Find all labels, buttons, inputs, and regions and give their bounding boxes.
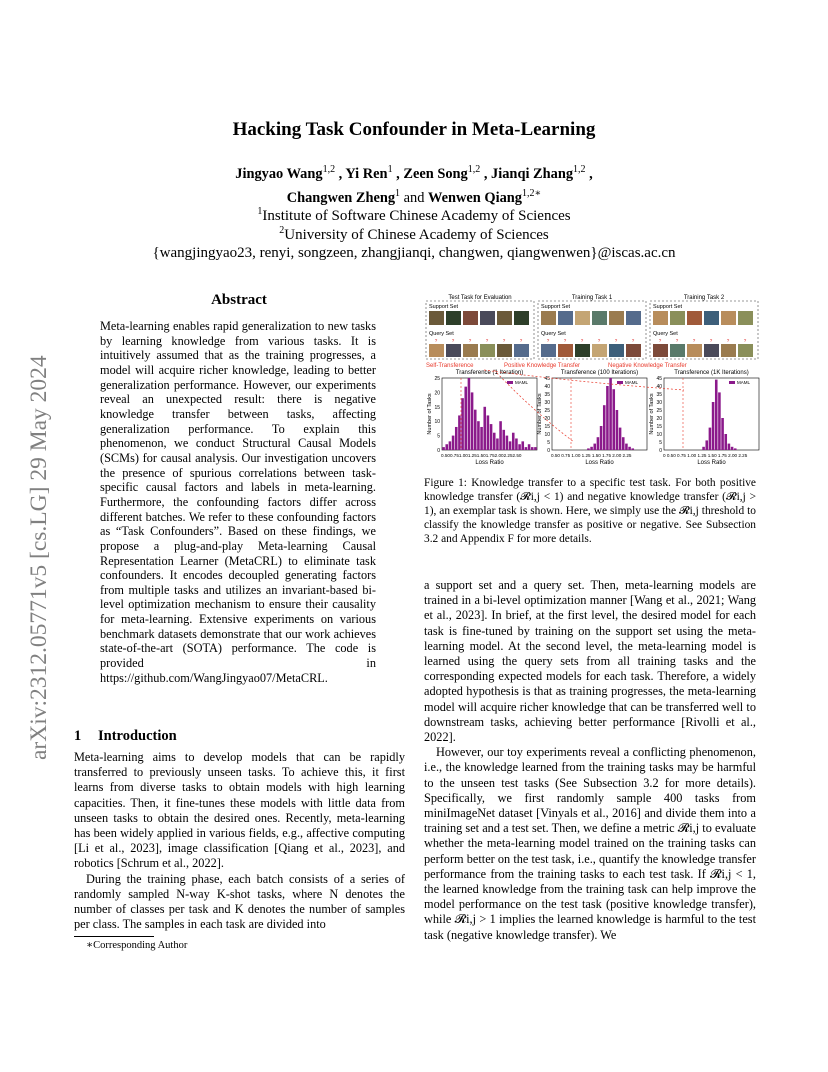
histogram-bar <box>593 444 596 450</box>
support-set-label: Support Set <box>541 304 571 310</box>
histogram-bar <box>631 448 634 450</box>
histogram-bar <box>715 380 718 450</box>
query-marker: ? <box>743 338 747 343</box>
y-tick-label: 25 <box>656 408 662 414</box>
plot-title: Transference (100 Iterations) <box>560 370 639 376</box>
plot-frame <box>552 378 647 450</box>
query-image <box>514 344 529 357</box>
y-tick-label: 30 <box>544 400 550 406</box>
histogram-bar <box>518 444 521 450</box>
query-image <box>429 344 444 357</box>
right-paragraph-2: However, our toy experiments reveal a conflicting phenomenon, i.e., the knowledge learned from the training tasks may be harmful to the unseen test tasks (See Subsection 3.2 for more details). Specifically, we first randomly sample 400 tasks from miniImageNet dataset [Vinyals et al., 2016] and divide them into a training set and a test set. Then, we define a metric 𝓡i,j to evaluate whether the meta-learning model trained on the training tasks can perform better on the test task, i.e., quantify the knowledge transfer performance from the training tasks to each test task. If 𝓡i,j < 1, the learned knowledge from the training task can help improve the model performance on the test task (positive knowledge transfer), while 𝓡i,j > 1 implies the learned knowledge is harmful to the test task (negative knowledge transfer). We <box>424 745 756 942</box>
query-image <box>721 344 736 357</box>
section-heading <box>74 728 177 745</box>
query-marker: ? <box>502 338 506 343</box>
query-marker: ? <box>485 338 489 343</box>
author-affiliation-sup: 1,2 <box>573 164 586 175</box>
query-image <box>497 344 512 357</box>
query-marker: ? <box>675 338 679 343</box>
footnote-rule <box>74 936 154 937</box>
figure-1 <box>424 292 762 468</box>
affiliation-sup: 1 <box>257 206 263 217</box>
histogram-bar <box>731 447 734 450</box>
y-tick-label: 15 <box>434 404 440 411</box>
query-image <box>558 344 573 357</box>
author-name: Wenwen Qiang <box>428 189 522 206</box>
histogram-bar <box>445 444 448 450</box>
histogram-bar <box>528 444 531 450</box>
right-column-body <box>424 578 756 943</box>
author-affiliation-sup: 1,2 <box>467 164 481 175</box>
support-image <box>480 311 495 325</box>
histogram-bar <box>487 415 490 450</box>
histogram-bar <box>449 441 452 450</box>
support-image <box>721 311 736 325</box>
histogram-bar <box>509 441 512 450</box>
query-image <box>609 344 624 357</box>
author-name: Jianqi Zhang <box>491 165 574 182</box>
y-tick-label: 40 <box>656 384 662 390</box>
authors-line-1 <box>150 160 678 184</box>
author-affiliation-sup: 1,2 <box>322 164 336 175</box>
author-separator: , <box>335 165 346 182</box>
x-tick-labels: 0 0.50 0.75 1.00 1.25 1.50 1.75 2.00 2.25 <box>663 453 748 458</box>
query-image <box>626 344 641 357</box>
support-set-label: Support Set <box>429 304 459 310</box>
query-image <box>575 344 590 357</box>
legend-label: MAML <box>737 380 751 385</box>
y-tick-label: 20 <box>656 416 662 422</box>
support-image <box>609 311 624 325</box>
histogram-bar <box>625 444 628 450</box>
transfer-label: Negative Knowledge Transfer <box>608 363 687 369</box>
plot-frame <box>664 378 759 450</box>
legend-label: MAML <box>625 380 639 385</box>
histogram-bar <box>471 392 474 450</box>
query-marker: ? <box>434 338 438 343</box>
query-marker: ? <box>468 338 472 343</box>
support-image <box>738 311 753 325</box>
query-image <box>463 344 478 357</box>
support-image <box>541 311 556 325</box>
histogram-bar <box>480 427 483 450</box>
intro-body <box>74 750 405 932</box>
y-tick-label: 30 <box>656 400 662 406</box>
query-marker: ? <box>597 338 601 343</box>
affiliation-text: Institute of Software Chinese Academy of Sciences <box>262 208 571 224</box>
histogram-bar <box>493 433 496 450</box>
section-title: Introduction <box>98 728 177 744</box>
query-marker: ? <box>692 338 696 343</box>
y-tick-label: 0 <box>437 448 440 454</box>
y-tick-label: 5 <box>659 440 662 446</box>
support-image <box>687 311 702 325</box>
query-marker: ? <box>563 338 567 343</box>
histogram-bar <box>587 448 590 450</box>
histogram-bar <box>622 437 625 450</box>
author-emails: {wangjingyao23, renyi, songzeen, zhangjianqi, changwen, qiangwenwen}@iscas.ac.cn <box>152 245 676 261</box>
legend-label: MAML <box>515 380 529 385</box>
support-image <box>653 311 668 325</box>
author-name: Changwen Zheng <box>286 189 396 206</box>
histogram-bar <box>512 433 515 450</box>
query-marker: ? <box>726 338 730 343</box>
histogram-bar <box>452 436 455 450</box>
histogram-bar <box>483 407 486 450</box>
query-marker: ? <box>709 338 713 343</box>
figure-canvas <box>424 292 762 468</box>
query-image <box>653 344 668 357</box>
query-image <box>670 344 685 357</box>
histogram-bar <box>515 438 518 450</box>
histogram-bar <box>525 447 528 450</box>
query-marker: ? <box>631 338 635 343</box>
histogram-bar <box>531 447 534 450</box>
histogram-bar <box>619 428 622 450</box>
support-image <box>558 311 573 325</box>
histogram-bar <box>709 428 712 450</box>
y-tick-label: 35 <box>656 392 662 398</box>
y-tick-label: 15 <box>544 424 550 430</box>
histogram-bar <box>474 410 477 450</box>
histogram-bar <box>712 402 715 450</box>
y-tick-label: 25 <box>544 408 550 414</box>
y-tick-label: 5 <box>547 440 550 446</box>
panel-title: Test Task for Evaluation <box>448 295 512 301</box>
query-set-label: Query Set <box>541 331 566 337</box>
x-axis-label: Loss Ratio <box>697 460 726 466</box>
y-tick-label: 0 <box>659 448 662 454</box>
legend-swatch <box>617 381 623 384</box>
histogram-bar <box>628 447 631 450</box>
histogram-bar <box>590 447 593 450</box>
query-marker: ? <box>614 338 618 343</box>
histogram-bar <box>718 392 721 450</box>
plot-title: Transference (1 Iteration) <box>455 370 524 376</box>
affiliation-sup: 2 <box>279 225 285 236</box>
histogram-bar <box>464 387 467 450</box>
query-marker: ? <box>519 338 523 343</box>
legend-swatch <box>507 381 513 384</box>
histogram-bar <box>597 437 600 450</box>
figure-caption: Figure 1: Knowledge transfer to a specific test task. For both positive knowledge transfer (𝓡i,j < 1) and negative knowledge transfer (𝓡i,j > 1), an exemplar task is shown. Here, we simply use the 𝓡i,j threshold to classify the knowledge transfer as positive or negative. See Subsection 3.2 and Appendix F for more details. <box>424 477 756 546</box>
query-image <box>446 344 461 357</box>
author-separator: , <box>585 165 593 182</box>
y-tick-label: 10 <box>656 432 662 438</box>
support-image <box>514 311 529 325</box>
query-image <box>480 344 495 357</box>
y-tick-label: 25 <box>434 376 440 382</box>
query-image <box>704 344 719 357</box>
query-marker: ? <box>546 338 550 343</box>
panel-title: Training Task 1 <box>571 295 613 301</box>
y-tick-label: 40 <box>544 384 550 390</box>
plot-title: Transference (1K Iterations) <box>674 370 749 376</box>
histogram-bar <box>534 447 537 450</box>
histogram-bar <box>455 427 458 450</box>
support-image <box>429 311 444 325</box>
y-tick-label: 10 <box>434 419 440 426</box>
author-affiliation-sup: 1 <box>387 164 393 175</box>
histogram-bar <box>705 440 708 450</box>
abstract-text: Meta-learning enables rapid generalization to new tasks by learning knowledge from various tasks. It is intuitively assumed that as the training progresses, a model will acquire richer knowledge, leading to better generalization performance. However, our experiments reveal an unexpected result: there is negative knowledge transfer between tasks, affecting generalization performance. To explain this phenomenon, we conduct Structural Causal Models (SCMs) for causal analysis. Our investigation uncovers the presence of spurious correlations between task-specific causal factors and labels in meta-learning. Furthermore, the confounding factors differ across different batches. We refer to these confounding factors as “Task Confounders”. Based on these findings, we propose a plug-and-play Meta-learning Causal Representation Learner (MetaCRL) to eliminate task confounders. It encodes decoupled generating factors from multiple tasks and utilizes an invariant-based bi-level optimization mechanism to ensure their causality for meta-learning. Extensive experiments on various benchmark datasets demonstrate that our work achieves state-of-the-art (SOTA) performance. The code is provided in https://github.com/WangJingyao07/MetaCRL. <box>100 319 376 685</box>
y-axis-label: Number of Tasks <box>537 393 543 435</box>
histogram-bar <box>728 444 731 450</box>
support-image <box>592 311 607 325</box>
histogram-bar <box>502 430 505 450</box>
histogram-bar <box>609 378 612 450</box>
intro-paragraph-2: During the training phase, each batch consists of a series of randomly sampled N-way K-shot tasks, where N denotes the number of classes per task and K denotes the number of samples per class. The samples in each task are divided into <box>74 871 405 932</box>
histogram-bar <box>600 426 603 450</box>
histogram-bar <box>499 421 502 450</box>
support-image <box>446 311 461 325</box>
query-image <box>687 344 702 357</box>
support-image <box>670 311 685 325</box>
support-image <box>626 311 641 325</box>
intro-paragraph-1: Meta-learning aims to develop models that can be rapidly transferred to previously unseen tasks. To achieve this, it first learns from diverse tasks to obtain models with high learning capacities. Then, it fine-tunes these models with little data from unseen tasks to obtain the desired ones. Recently, meta-learning has been widely applied in various fields, e.g., affective computing [Li et al., 2023], image classification [Qiang et al., 2023], and robotics [Schrum et al., 2022]. <box>74 750 405 871</box>
footnote: ∗Corresponding Author <box>86 940 188 951</box>
support-image <box>704 311 719 325</box>
y-tick-label: 0 <box>547 448 550 454</box>
abstract-heading: Abstract <box>211 292 267 308</box>
histogram-bar <box>490 424 493 450</box>
author-name: Jingyao Wang <box>235 165 323 182</box>
histogram-bar <box>606 386 609 450</box>
author-affiliation-sup: 1,2∗ <box>522 187 542 199</box>
panel-title: Training Task 2 <box>683 295 725 301</box>
affiliation-text: University of Chinese Academy of Sciences <box>284 227 549 243</box>
transfer-label: Positive Knowledge Transfer <box>504 363 581 369</box>
x-axis-label: Loss Ratio <box>585 460 614 466</box>
right-paragraph-1: a support set and a query set. Then, meta-learning models are trained in a bi-level optimization manner [Wang et al., 2021; Wang et al., 2023]. In brief, at the first level, the desired model for each task is fine-tuned by training on the support set using the meta-learning model. At the second level, the meta-learning model is learned using the query sets from all training tasks and the corresponding expected models for each task. Therefore, a widely adopted hypothesis is that as training progresses, the meta-learning model will acquire richer knowledge that can be transferred well to downstream tasks, achieving better performance [Rivolli et al., 2022]. <box>424 578 756 745</box>
query-image <box>592 344 607 357</box>
query-set-label: Query Set <box>429 331 454 337</box>
histogram-bar <box>702 447 705 450</box>
author-separator: and <box>400 189 429 206</box>
y-tick-label: 5 <box>437 433 440 440</box>
support-image <box>497 311 512 325</box>
author-name: Yi Ren <box>345 165 388 182</box>
histogram-bar <box>496 438 499 450</box>
support-image <box>463 311 478 325</box>
query-marker: ? <box>580 338 584 343</box>
histogram-bar <box>734 448 737 450</box>
paper-title: Hacking Task Confounder in Meta-Learning <box>232 119 596 140</box>
query-image <box>738 344 753 357</box>
query-marker: ? <box>451 338 455 343</box>
histogram-bar <box>442 447 445 450</box>
arxiv-id: arXiv:2312.05771v5 [cs.LG] 29 May 2024 <box>26 355 52 760</box>
y-tick-label: 15 <box>656 424 662 430</box>
histogram-bar <box>458 415 461 450</box>
histogram-bar <box>506 436 509 450</box>
x-tick-labels: 0.500.751.001.251.501.752.002.252.50 <box>441 453 522 458</box>
y-tick-label: 45 <box>656 376 662 382</box>
histogram-bar <box>721 418 724 450</box>
y-tick-label: 45 <box>544 376 550 382</box>
support-image <box>575 311 590 325</box>
x-axis-label: Loss Ratio <box>475 460 504 466</box>
positive-transfer-arrow <box>494 370 574 442</box>
histogram-bar <box>616 410 619 450</box>
histogram-bar <box>461 398 464 450</box>
transfer-label: Self-Transference <box>426 363 474 369</box>
x-tick-labels: 0.50 0.75 1.00 1.25 1.50 1.75 2.00 2.25 <box>551 453 632 458</box>
y-tick-label: 20 <box>544 416 550 422</box>
query-image <box>541 344 556 357</box>
y-tick-label: 35 <box>544 392 550 398</box>
histogram-bar <box>521 441 524 450</box>
y-axis-label: Number of Tasks <box>427 393 433 435</box>
section-number: 1 <box>74 728 82 744</box>
affiliation-2 <box>0 221 828 245</box>
query-marker: ? <box>658 338 662 343</box>
y-axis-label: Number of Tasks <box>649 393 655 435</box>
histogram-bar <box>603 405 606 450</box>
author-name: Zeen Song <box>403 165 468 182</box>
histogram-bar <box>724 434 727 450</box>
histogram-bar <box>477 421 480 450</box>
author-separator: , <box>480 165 492 182</box>
support-set-label: Support Set <box>653 304 683 310</box>
y-tick-label: 10 <box>544 432 550 438</box>
y-tick-label: 20 <box>434 390 440 397</box>
query-set-label: Query Set <box>653 331 678 337</box>
histogram-bar <box>468 378 471 450</box>
author-affiliation-sup: 1 <box>395 187 401 199</box>
authors <box>150 160 678 208</box>
arxiv-stamp <box>8 270 58 770</box>
author-separator: , <box>392 165 404 182</box>
histogram-bar <box>612 389 615 450</box>
legend-swatch <box>729 381 735 384</box>
